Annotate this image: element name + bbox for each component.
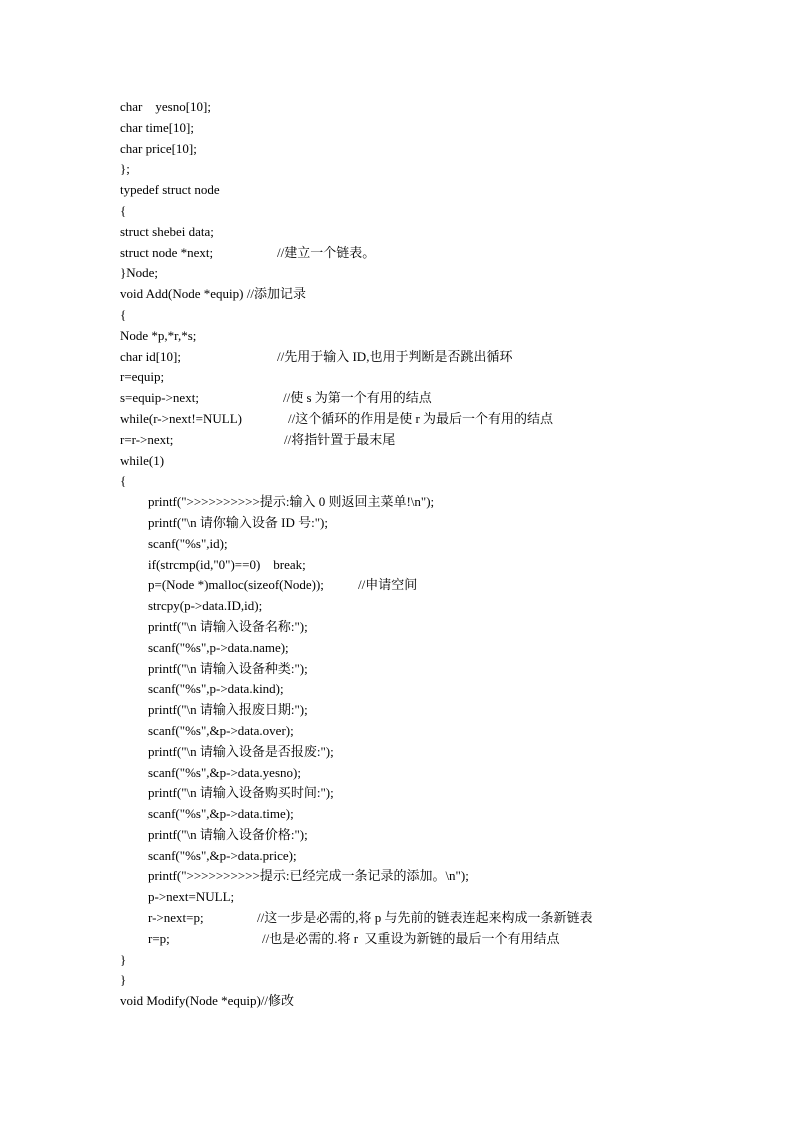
code-comment: //也是必需的.将 r 又重设为新链的最后一个有用结点 [262,930,560,946]
code-text: }; [120,161,130,177]
code-line [0,991,794,1012]
code-comment: //将指针置于最末尾 [284,431,396,447]
code-text: r=r->next; [120,431,174,447]
code-line [0,908,794,929]
code-line [0,139,794,160]
code-line [0,929,794,950]
code-text: r->next=p; [148,910,204,926]
code-text: struct node *next; [120,244,214,260]
code-line [0,555,794,576]
code-text: printf("\n 请输入设备种类:"); [148,660,308,676]
code-text: r=equip; [120,369,165,385]
code-text: { [120,473,127,489]
code-text: s=equip->next; [120,390,199,406]
code-line [0,513,794,534]
code-text: scanf("%s",p->data.name); [148,639,289,655]
code-text: { [120,306,127,322]
code-line [0,305,794,326]
code-line [0,471,794,492]
code-line [0,846,794,867]
code-text: r=p; [148,930,170,946]
code-text: printf("\n 请输入设备名称:"); [148,618,308,634]
code-comment: //使 s 为第一个有用的结点 [283,390,432,406]
code-line [0,950,794,971]
code-text: printf("\n 请你输入设备 ID 号:"); [148,514,328,530]
code-text: scanf("%s",&p->data.time); [148,806,294,822]
code-line [0,659,794,680]
code-text: void Add(Node *equip) //添加记录 [120,286,306,302]
code-text: p->next=NULL; [148,889,235,905]
code-text: while(r->next!=NULL) [120,410,242,426]
code-text: if(strcmp(id,"0")==0) break; [148,556,306,572]
code-line [0,596,794,617]
code-line [0,243,794,264]
code-line [0,804,794,825]
code-line [0,326,794,347]
code-line [0,180,794,201]
code-line [0,534,794,555]
code-text: scanf("%s",p->data.kind); [148,681,284,697]
code-text: printf("\n 请输入设备购买时间:"); [148,785,334,801]
code-text: char id[10]; [120,348,182,364]
code-line [0,201,794,222]
code-text: while(1) [120,452,165,468]
code-text: char yesno[10]; [120,99,211,114]
code-line [0,638,794,659]
code-text: p=(Node *)malloc(sizeof(Node)); [148,577,324,593]
code-comment: //这个循环的作用是使 r 为最后一个有用的结点 [288,410,554,426]
code-text: scanf("%s",&p->data.yesno); [148,764,301,780]
code-line [0,263,794,284]
code-comment: //申请空间 [358,577,418,593]
code-line [0,783,794,804]
code-line [0,409,794,430]
code-text: } [120,972,127,988]
code-text: printf("\n 请输入报废日期:"); [148,702,308,718]
code-line [0,887,794,908]
code-line [0,742,794,763]
code-text: char time[10]; [120,119,194,135]
code-line [0,763,794,784]
code-line [0,388,794,409]
code-text: scanf("%s",id); [148,535,228,551]
code-text: scanf("%s",&p->data.over); [148,722,294,738]
code-text: printf(">>>>>>>>>>提示:已经完成一条记录的添加。\n"); [148,868,469,884]
code-line [0,970,794,991]
code-line [0,721,794,742]
code-comment: //先用于输入 ID,也用于判断是否跳出循环 [277,348,513,364]
code-line [0,347,794,368]
code-line [0,367,794,388]
code-line [0,866,794,887]
code-text: scanf("%s",&p->data.price); [148,847,297,863]
code-text: printf("\n 请输入设备价格:"); [148,826,308,842]
code-line [0,492,794,513]
code-comment: //这一步是必需的,将 p 与先前的链表连起来构成一条新链表 [257,910,593,926]
code-line [0,825,794,846]
code-comment: //建立一个链表。 [277,244,376,260]
code-text: strcpy(p->data.ID,id); [148,598,263,614]
code-text: typedef struct node [120,182,220,198]
code-text: { [120,202,127,218]
code-text: Node *p,*r,*s; [120,327,197,343]
code-text: }Node; [120,265,159,281]
code-text: void Modify(Node *equip)//修改 [120,993,295,1009]
code-line [0,679,794,700]
code-line [0,430,794,451]
code-line [0,284,794,305]
code-line [0,118,794,139]
code-text: printf("\n 请输入设备是否报废:"); [148,743,334,759]
code-line [0,451,794,472]
code-line [0,617,794,638]
code-text: } [120,951,127,967]
code-line [0,222,794,243]
code-line [0,575,794,596]
code-document [0,97,794,1012]
code-line [0,700,794,721]
code-text: printf(">>>>>>>>>>提示:输入 0 则返回主菜单!\n"); [148,494,435,510]
code-line [0,97,794,118]
code-text: char price[10]; [120,140,197,156]
code-text: struct shebei data; [120,223,214,239]
code-line [0,159,794,180]
